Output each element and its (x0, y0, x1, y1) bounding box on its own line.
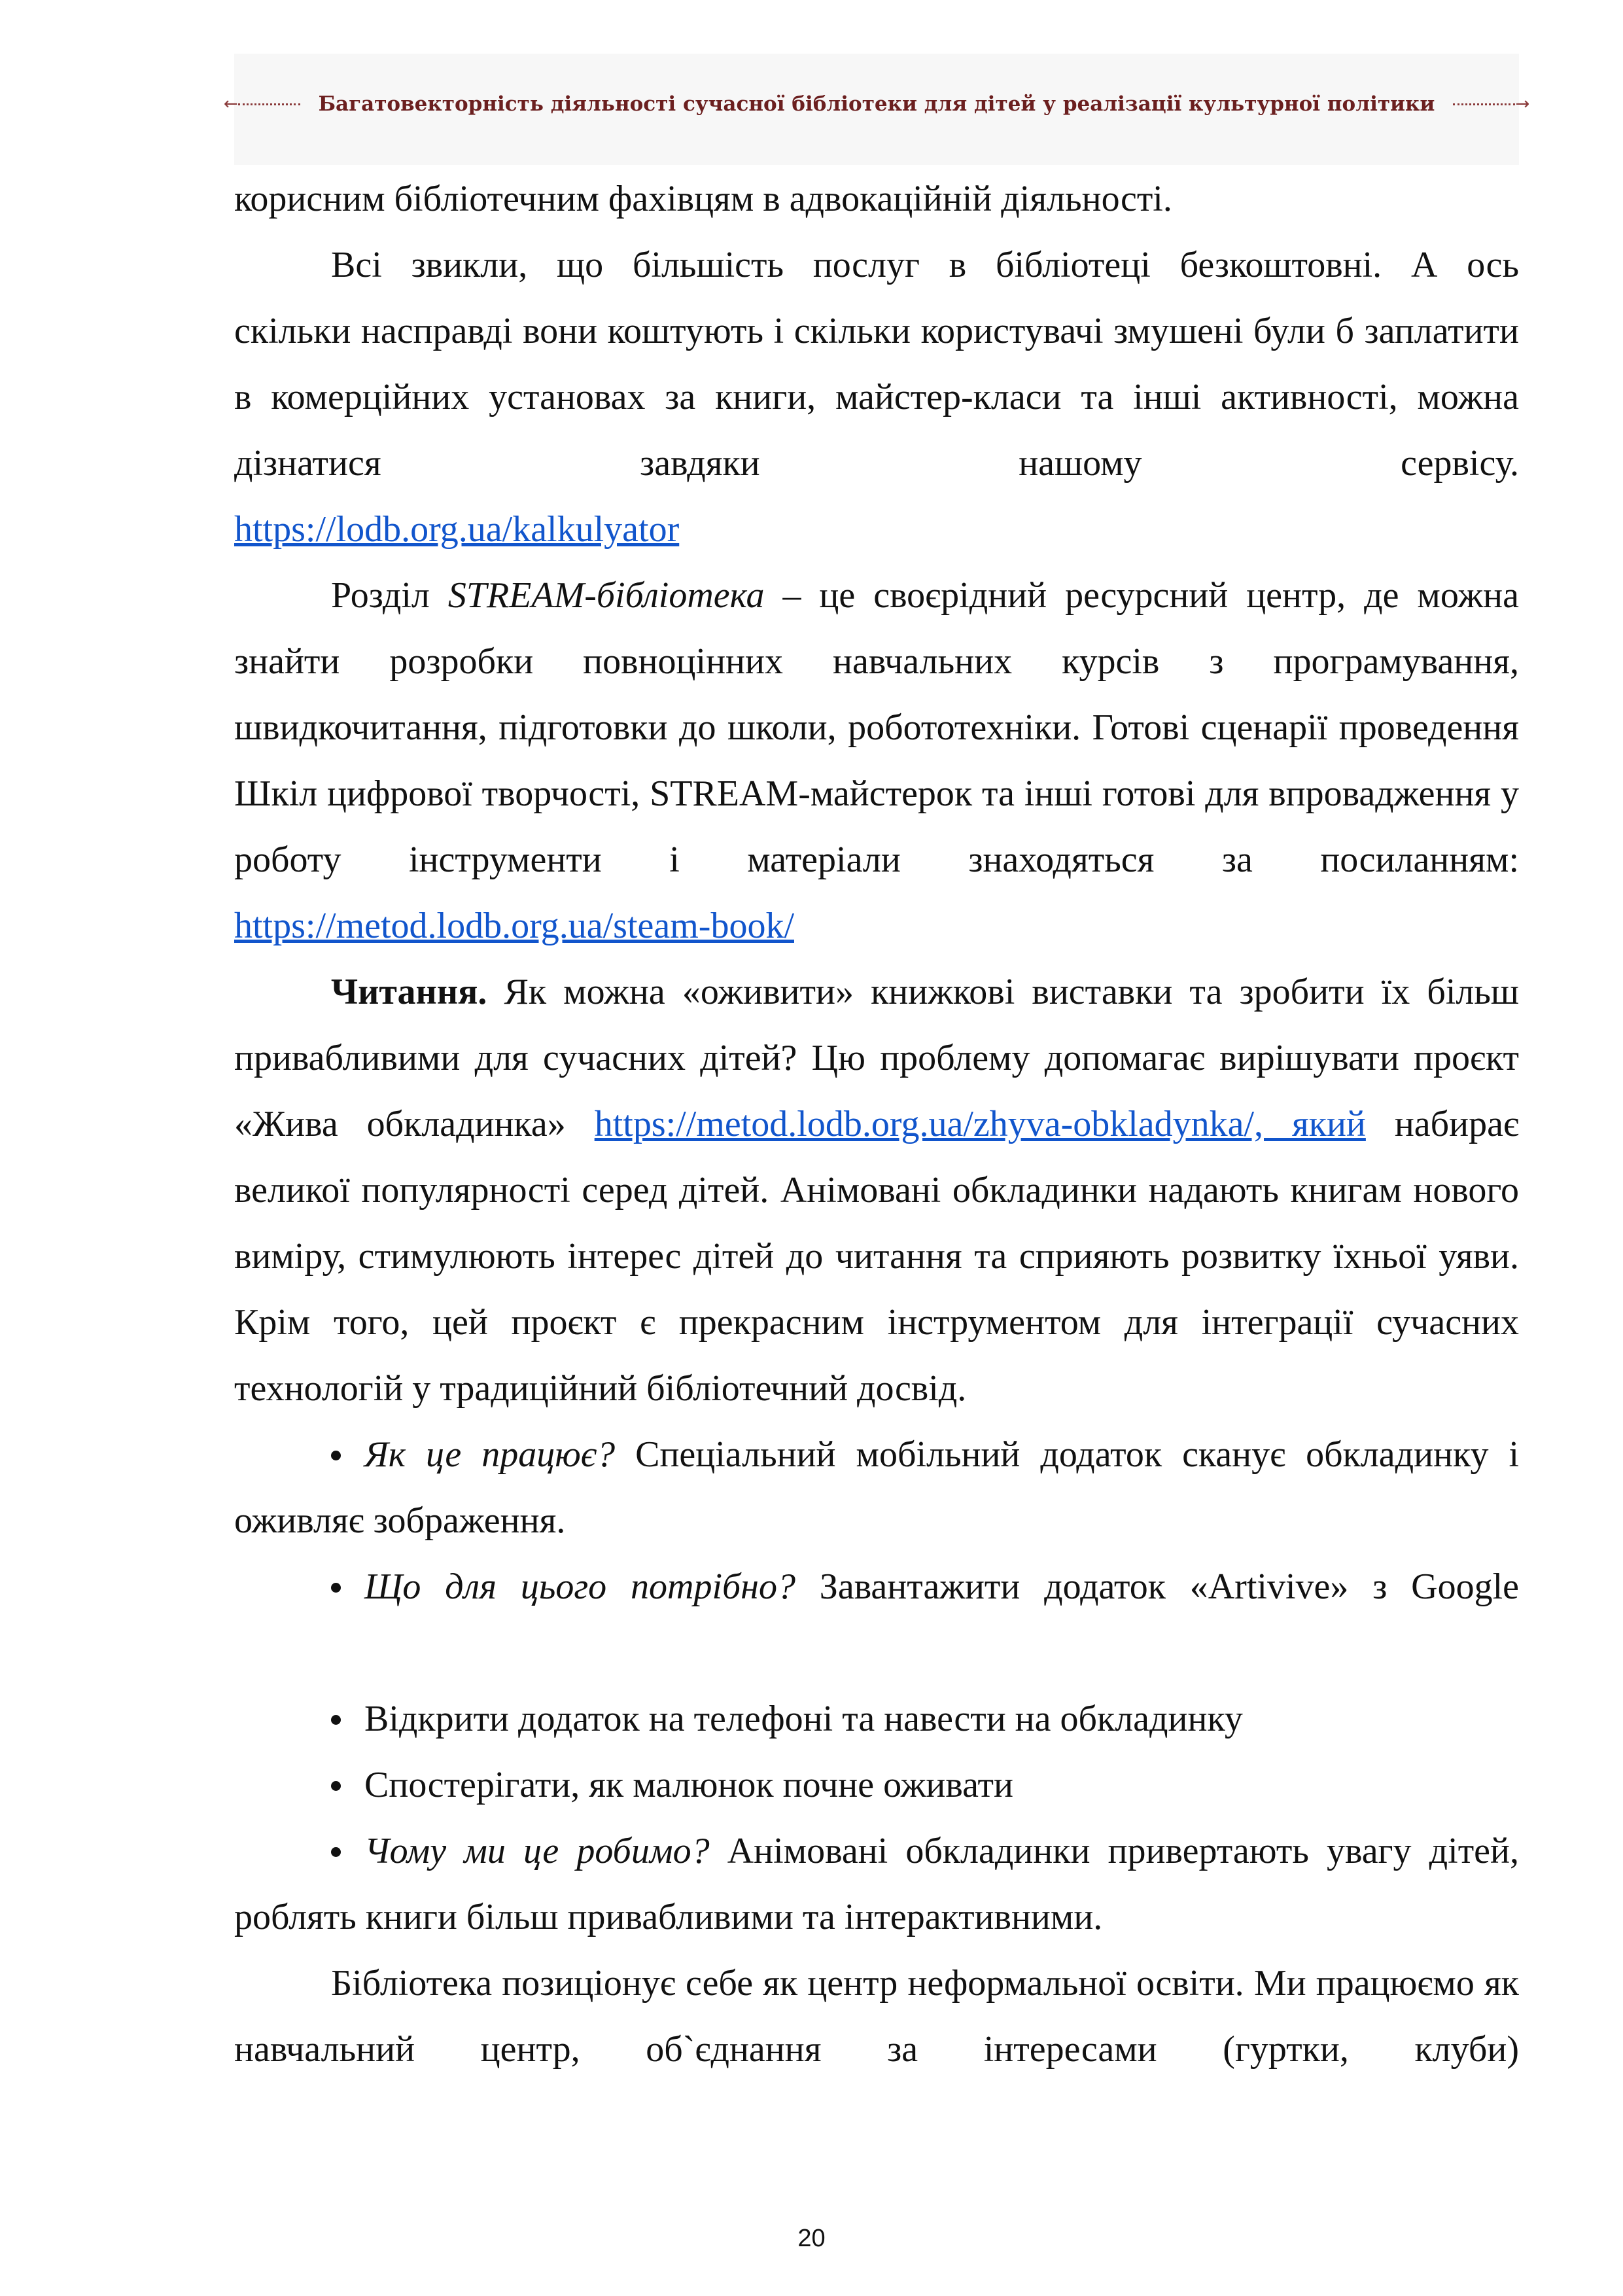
bullet-icon (331, 1847, 341, 1857)
list-item-text: Спостерігати, як малюнок почне оживати (364, 1765, 1013, 1805)
paragraph-services-link-line (234, 497, 1519, 563)
calculator-link[interactable]: https://lodb.org.ua/kalkulyator (234, 509, 680, 550)
stream-section-name: STREAM-бібліотека (447, 575, 765, 616)
list-item-text: Завантажити додаток «Artivive» з Google (795, 1566, 1519, 1607)
list-item (234, 1554, 1519, 1620)
list-item-question: Як це працює? (364, 1434, 616, 1475)
paragraph-continuation: корисним бібліотечним фахівцям в адвокаційній діяльності. (234, 179, 1172, 219)
paragraph-services: скільки насправді вони коштують і скільки користувачі змушені були б заплатити в комерційних установах за книги, майстер-класи та інші активності, можна дізнатися завдяки нашому сервісу. (234, 311, 1519, 484)
paragraph-reading (234, 959, 1519, 1422)
bullet-icon (331, 1715, 341, 1725)
blank-line (234, 1620, 1519, 1686)
reading-heading: Читання. (331, 972, 487, 1012)
paragraph-informal-education: Бібліотека позиціонує себе як центр неформальної освіти. Ми працюємо як навчальний центр, об`єднання за інтересами (гуртки, клуби) (234, 1963, 1519, 2070)
list-item (234, 1752, 1519, 1818)
bullet-icon (331, 1451, 341, 1460)
steam-book-link[interactable]: https://metod.lodb.org.ua/steam-book/ (234, 906, 794, 946)
list-item-text: Анімовані обкладинки привертають увагу дітей, роблять книги більш привабливими та інтерактивними. (234, 1831, 1519, 1937)
left-arrow-icon: ← (224, 96, 300, 113)
zhyva-obkladynka-link[interactable]: https://metod.lodb.org.ua/zhyva-obkladynka/, який (594, 1104, 1366, 1144)
bullet-icon (331, 1583, 341, 1593)
right-arrow-icon: → (1453, 96, 1529, 113)
paragraph-services-first-line: Всі звикли, що більшість послуг в бібліотеці безкоштовні. А ось (331, 245, 1519, 285)
list-item (234, 1818, 1519, 1951)
running-header-line (223, 81, 1530, 127)
reading-text-part1: Як можна «оживити» книжкові виставки та зробити їх більш привабливими для сучасних дітей? Цю проблему допомагає вирішувати проєкт «Жива обкладинка» (234, 972, 1519, 1144)
list-item-text: Спеціальний мобільний додаток сканує обкладинку і оживляє зображення. (234, 1434, 1519, 1541)
running-header-title: Багатовекторність діяльності сучасної бібліотеки для дітей у реалізації культурної політики (318, 92, 1435, 116)
stream-intro: Розділ (331, 575, 448, 616)
reading-text-part2: набирає великої популярності серед дітей. Анімовані обкладинки надають книгам нового виміру, стимулюють інтерес дітей до читання та сприяють розвитку їхньої уяви. Крім того, цей проєкт є прекрасним інструментом для інтеграції сучасних технологій у традиційний бібліотечний досвід. (234, 1104, 1519, 1409)
list-item (234, 1422, 1519, 1554)
list-item (234, 1686, 1519, 1752)
page-number: 20 (797, 2225, 826, 2252)
paragraph-stream (234, 563, 1519, 959)
list-item-question: Чому ми це робимо? (364, 1831, 710, 1871)
stream-description: – це своєрідний ресурсний центр, де можна знайти розробки повноцінних навчальних курсів з програмування, швидкочитання, підготовки до школи, робототехніки. Готові сценарії проведення Шкіл цифрової творчості, STREAM-майстерок та інші готові для впровадження у роботу інструменти і матеріали знаходяться за посиланням: (234, 575, 1519, 880)
list-item-question: Що для цього потрібно? (364, 1566, 795, 1607)
list-item-text: Відкрити додаток на телефоні та навести на обкладинку (364, 1699, 1243, 1739)
page-body (234, 166, 1519, 2083)
running-header (223, 54, 1530, 165)
bullet-icon (331, 1781, 341, 1791)
